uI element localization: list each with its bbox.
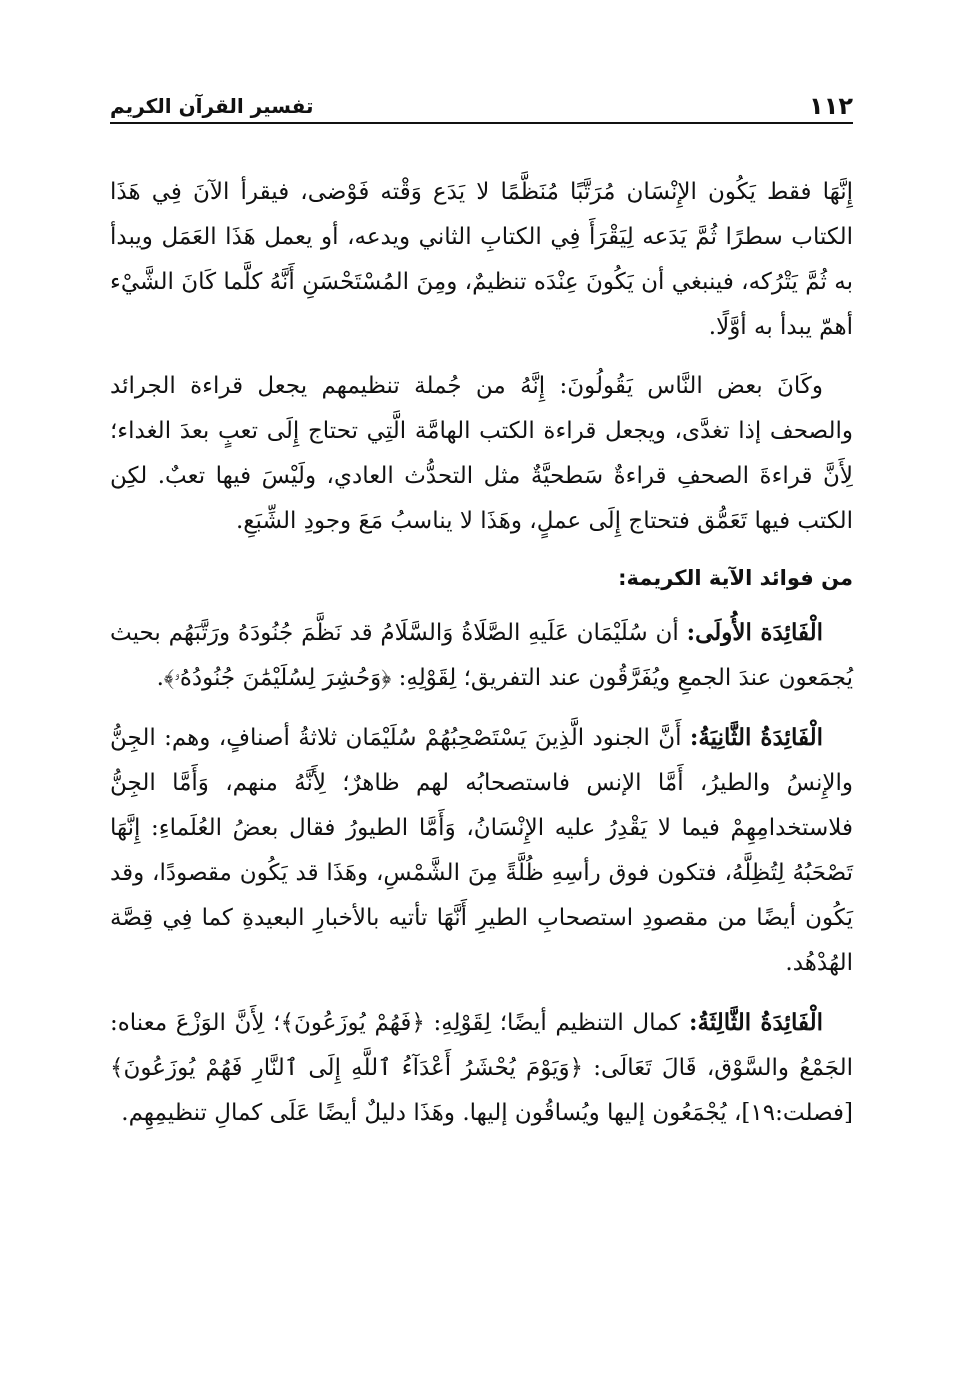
paragraph-1: إِنَّهَا فقط يَكُون الإِنْسَان مُرَتَّبًا مُنَظَّمًا لا يَدَع وَقْته فَوْضى، فيقرأ الآنَ فِي هَذَا الكتاب سطرًا ثُمَّ يَدَعه لِيَقْرَأَ فِي الكتابِ الثاني ويدعه، أو يعمل هَذَا العَمَل ويبدأ به ثُمَّ يَتْرُكه، فينبغي أن يَكُونَ عِنْدَه تنظيمٌ، ومِنَ المُسْتَحْسَنِ أَنَّهُ كلَّما كَانَ الشَّيْء أهمّ يبدأ به أوَّلًا.	[110, 179, 853, 340]
benefit-1-text: أن سُلَيْمَان عَلَيهِ الصَّلَاةُ وَالسَّلَامُ قد نَظَّمَ جُنُودَهُ ورَتَّبَهُم بحيث يُجمَعون عندَ الجمعِ ويُفَرَّقُون عند التفريق؛ لِقَوْلِهِ: ﴿وَحُشِرَ لِسُلَيْمَٰنَ جُنُودُهُۥ﴾.	[110, 620, 853, 691]
benefit-3-text: كمال التنظيم أيضًا؛ لِقَوْلِهِ: ﴿فَهُمْ يُوزَعُونَ﴾؛ لِأَنَّ الوَزْعَ معناه: الجَمْعُ والسَّوْق، قَالَ تَعَالَى: ﴿وَيَوْمَ يُحْشَرُ أَعْدَآءُ ٱللَّهِ إِلَى ٱلنَّارِ فَهُمْ يُوزَعُونَ﴾ [فصلت:١٩]، يُجْمَعُون إليها ويُساقُون إليها. وهَذَا دليلٌ أيضًا عَلَى كمالِ تنظيمِهِم.	[110, 1010, 853, 1126]
paragraph-2: وكَانَ بعض النَّاس يَقُولُونَ: إِنَّهُ من جُملة تنظيمهم يجعل قراءة الجرائد والصحف إذا تغدَّى، ويجعل قراءة الكتب الهامَّة الَّتِي تحتاج إِلَى تعبٍ بعدَ الغداء؛ لِأَنَّ قراءةَ الصحفِ قراءةٌ سَطحيَّةٌ مثل التحدُّث العادي، ولَيْسَ فيها تعبٌ. لكِن الكتب فيها تَعَمُّق فتحتاج إِلَى عملٍ، وهَذَا لا يناسبُ مَعَ وجودِ الشِّبَعِ.	[110, 373, 853, 534]
book-title: تفسير القرآن الكريم	[110, 94, 314, 118]
benefit-2-lead: الْفَائِدَةُ الثَّانِيَةُ:	[689, 724, 823, 751]
main-text	[110, 170, 853, 1150]
benefit-2	[110, 715, 853, 986]
benefit-3	[110, 1000, 853, 1136]
section-heading: من فوائد الآية الكريمة:	[618, 566, 853, 590]
page-number: ١١٢	[809, 92, 853, 120]
benefit-3-lead: الْفَائِدَةُ الثَّالِثَةُ:	[688, 1009, 823, 1036]
benefit-1	[110, 610, 853, 701]
benefit-2-text: أَنَّ الجنود الَّذِينَ يَسْتَصْحِبُهُمْ سُلَيْمَان ثلاثةُ أصنافٍ، وهم: الجِنُّ والإِنسُ والطيرُ، أَمَّا الإنس فاستصحابُه لهم ظاهرٌ؛ لِأَنَّهُ منهم، وَأَمَّا الجِنُّ فلاستخدامِهِمْ فيما لا يَقْدِرُ عليه الإِنْسَانُ، وَأَمَّا الطيورُ فقال بعضُ العُلَماءِ: إِنَّهَا تَصْحَبُهُ لِتُظِلَّهُ، فتكون فوق رأسِهِ ظُلَّةً مِنَ الشَّمْسِ، وهَذَا قد يَكُون مقصودًا، وقد يَكُون أيضًا من مقصودِ استصحابِ الطيرِ أَنَّهَا تأتيه بالأخبارِ البعيدةِ كما فِي قِصَّة الهُدْهُد.	[110, 725, 853, 976]
benefit-1-lead: الْفَائِدَة الأُولَى:	[686, 619, 823, 646]
running-header	[110, 86, 853, 124]
